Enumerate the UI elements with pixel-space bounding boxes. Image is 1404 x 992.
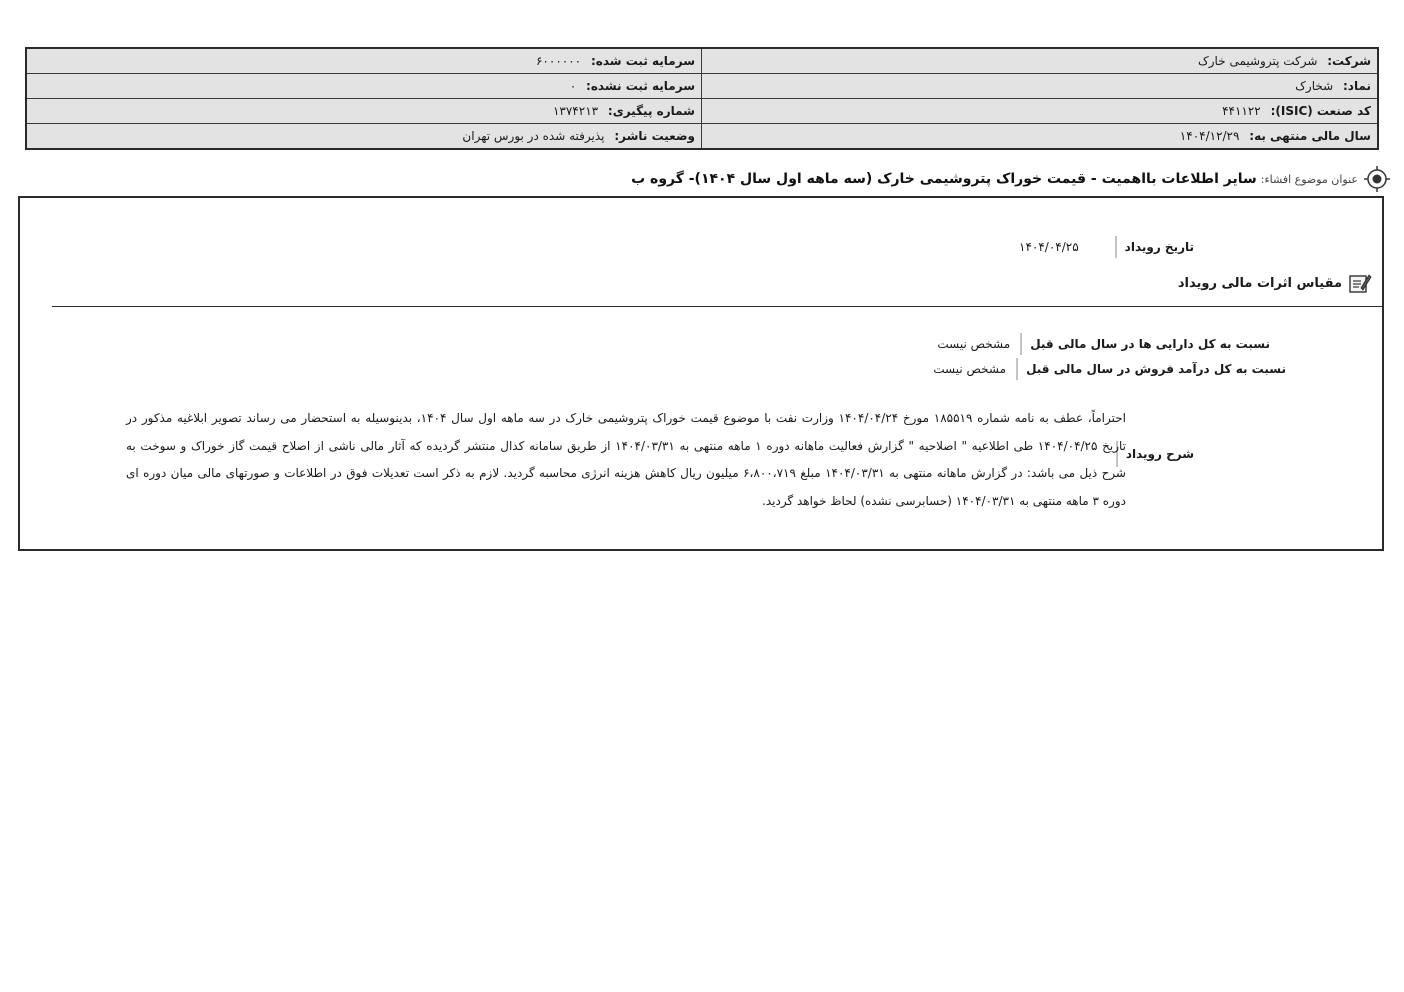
description-label: شرح رویداد [1116,441,1194,467]
fiscal-year-value: ۱۴۰۴/۱۲/۲۹ [1179,129,1240,143]
isic-value: ۴۴۱۱۲۲ [1222,104,1261,118]
event-date-value: ۱۴۰۴/۰۴/۲۵ [1019,240,1079,254]
publisher-status-label: وضعیت ناشر: [614,129,695,143]
capital-registered-value: ۶۰۰۰۰۰۰ [535,54,582,68]
target-icon [1364,166,1390,192]
event-date-row [1019,236,1194,258]
publisher-status-cell [26,124,702,150]
company-info-table [25,47,1379,150]
info-row [26,99,1378,124]
ratio-assets-row [937,333,1270,355]
ratio-revenue-row [933,358,1286,380]
symbol-label: نماد: [1342,79,1371,93]
publisher-status-value: پذیرفته شده در بورس تهران [462,129,605,143]
section-divider [52,306,1382,307]
info-row [26,48,1378,74]
isic-cell [702,99,1379,124]
event-panel [18,196,1384,551]
tracking-value: ۱۳۷۴۲۱۳ [552,104,599,118]
event-date-label: تاریخ رویداد [1115,236,1194,258]
subject-caption: عنوان موضوع افشاء: [1260,172,1358,186]
financial-impact-label: مقیاس اثرات مالی رویداد [1177,275,1342,291]
edit-note-icon [1348,272,1372,294]
capital-unregistered-label: سرمایه ثبت نشده: [586,79,695,93]
capital-registered-label: سرمایه ثبت شده: [590,54,695,68]
ratio-assets-label: نسبت به کل دارایی ها در سال مالی قبل [1020,333,1270,355]
company-value: شرکت پتروشیمی خارک [1198,54,1318,68]
ratio-assets-value: مشخص نیست [937,337,1011,351]
subject-title: سایر اطلاعات بااهمیت - قیمت خوراک پتروشیمی خارک (سه ماهه اول سال ۱۴۰۴)- گروه ب [631,171,1257,187]
ratio-revenue-label: نسبت به کل درآمد فروش در سال مالی قبل [1016,358,1286,380]
info-row [26,74,1378,99]
isic-label: کد صنعت (ISIC): [1270,104,1371,118]
tracking-cell [26,99,702,124]
financial-impact-title [1178,272,1372,294]
company-cell [702,48,1379,74]
symbol-cell [702,74,1379,99]
description-text: احتراماً، عطف به نامه شماره ۱۸۵۵۱۹ مورخ ۱۴۰۴/۰۴/۲۴ وزارت نفت با موضوع قیمت خوراک پتروشیمی خارک در سه ماهه اول سال ۱۴۰۴، بدینوسیله به استحضار می رساند تصویر ابلاغیه مذکور در تاریخ ۱۴۰۴/۰۴/۲۵ طی اطلاعیه " اصلاحیه " گزارش فعالیت ماهانه دوره ۱ ماهه منتهی به ۱۴۰۴/۰۳/۳۱ از طریق سامانه کدال منتشر گردیده که آثار مالی ناشی از اصلاح قیمت گاز خوراک و سوخت به شرح ذیل می باشد: در گزارش ماهانه منتهی به ۱۴۰۴/۰۳/۳۱ مبلغ ۶،۸۰۰،۷۱۹ میلیون ریال کاهش هزینه انرژی محاسبه گردید. لازم به ذکر است تعدیلات فوق در اطلاعات و صورتهای مالی میان دوره ای دوره ۳ ماهه منتهی به ۱۴۰۴/۰۳/۳۱ (حسابرسی نشده) لحاظ خواهد گردید. [126,411,1127,508]
capital-registered-cell [26,48,702,74]
fiscal-year-label: سال مالی منتهی به: [1249,129,1371,143]
capital-unregistered-value: ۰ [569,79,577,93]
company-label: شرکت: [1327,54,1371,68]
info-row [26,124,1378,150]
tracking-label: شماره پیگیری: [607,104,695,118]
disclosure-subject [500,164,1390,194]
capital-unregistered-cell [26,74,702,99]
symbol-value: شخارک [1295,79,1334,93]
fiscal-year-cell [702,124,1379,150]
ratio-revenue-value: مشخص نیست [933,362,1007,376]
